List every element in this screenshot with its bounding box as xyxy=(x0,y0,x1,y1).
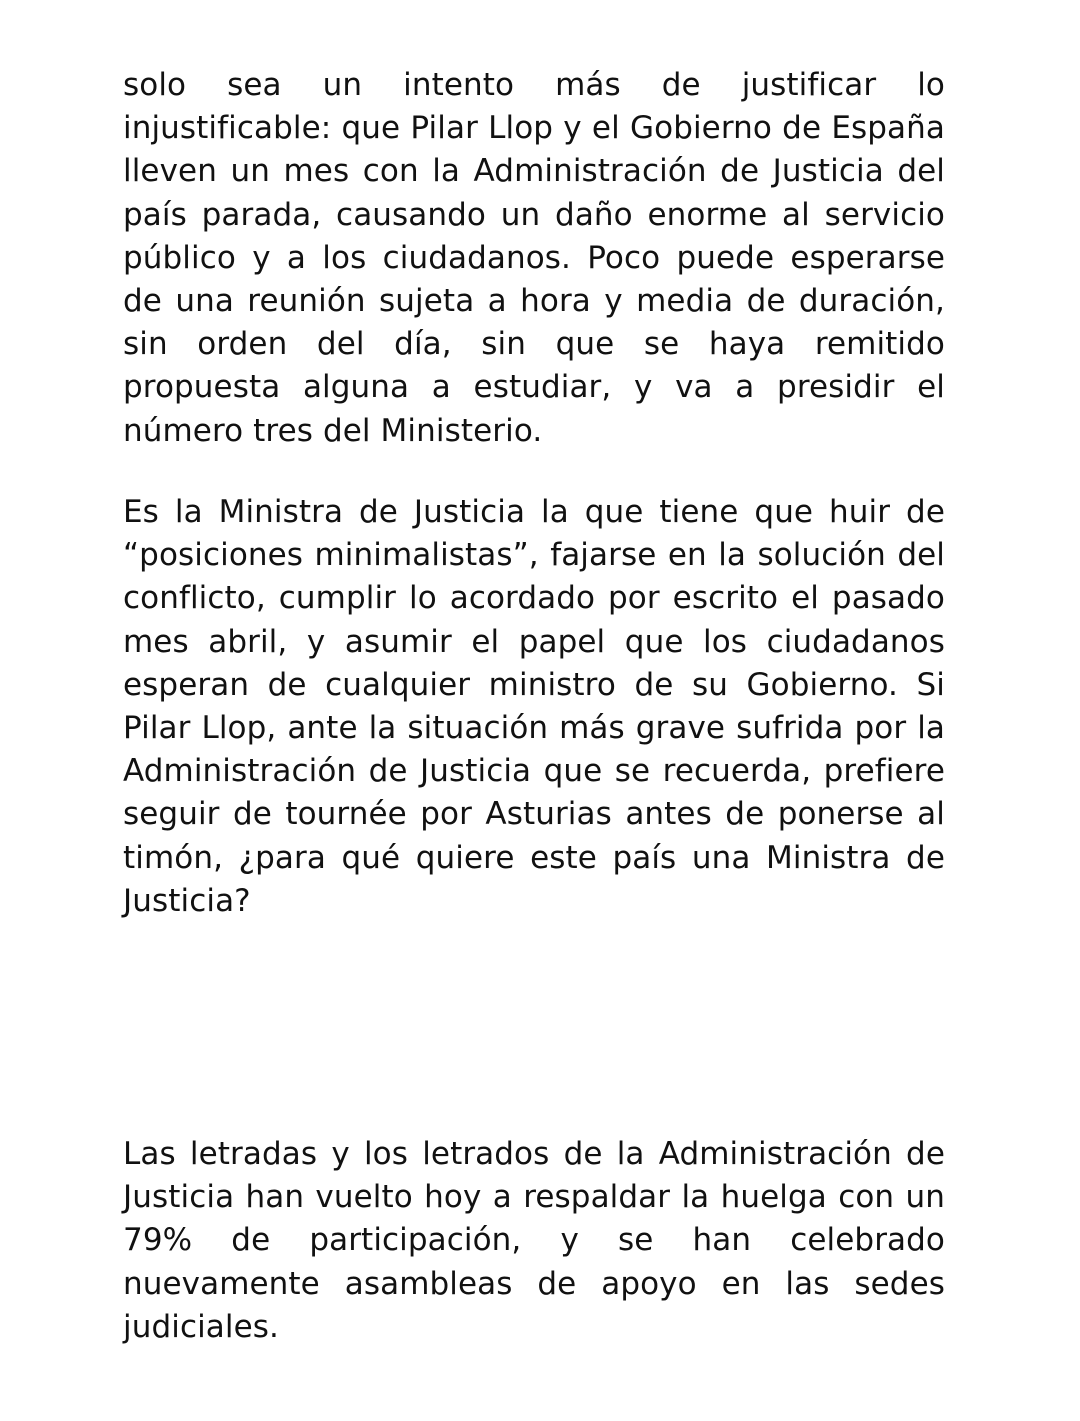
paragraph-meeting-criticism: solo sea un intento más de justificar lo injustificable: que Pilar Llop y el Gobierno de España lleven un mes con la Administración de Justicia del país parada, causando un daño enorme al servicio público y a los ciudadanos. Poco puede esperarse de una reunión sujeta a hora y media de duración, sin orden del día, sin que se haya remitido propuesta alguna a estudiar, y va a presidir el número tres del Ministerio. xyxy=(123,67,945,449)
paragraph-strike-participation: Las letradas y los letrados de la Administración de Justicia han vuelto hoy a respaldar la huelga con un 79% de participación, y se han celebrado nuevamente asambleas de apoyo en las sedes judiciales. xyxy=(123,1136,945,1345)
paragraph-minister-responsibility: Es la Ministra de Justicia la que tiene que huir de “posiciones minimalistas”, fajarse en la solución del conflicto, cumplir lo acordado por escrito el pasado mes abril, y asumir el papel que los ciudadanos esperan de cualquier ministro de su Gobierno. Si Pilar Llop, ante la situación más grave sufrida por la Administración de Justicia que se recuerda, prefiere seguir de tournée por Asturias antes de ponerse al timón, ¿para qué quiere este país una Ministra de Justicia? xyxy=(123,494,945,919)
